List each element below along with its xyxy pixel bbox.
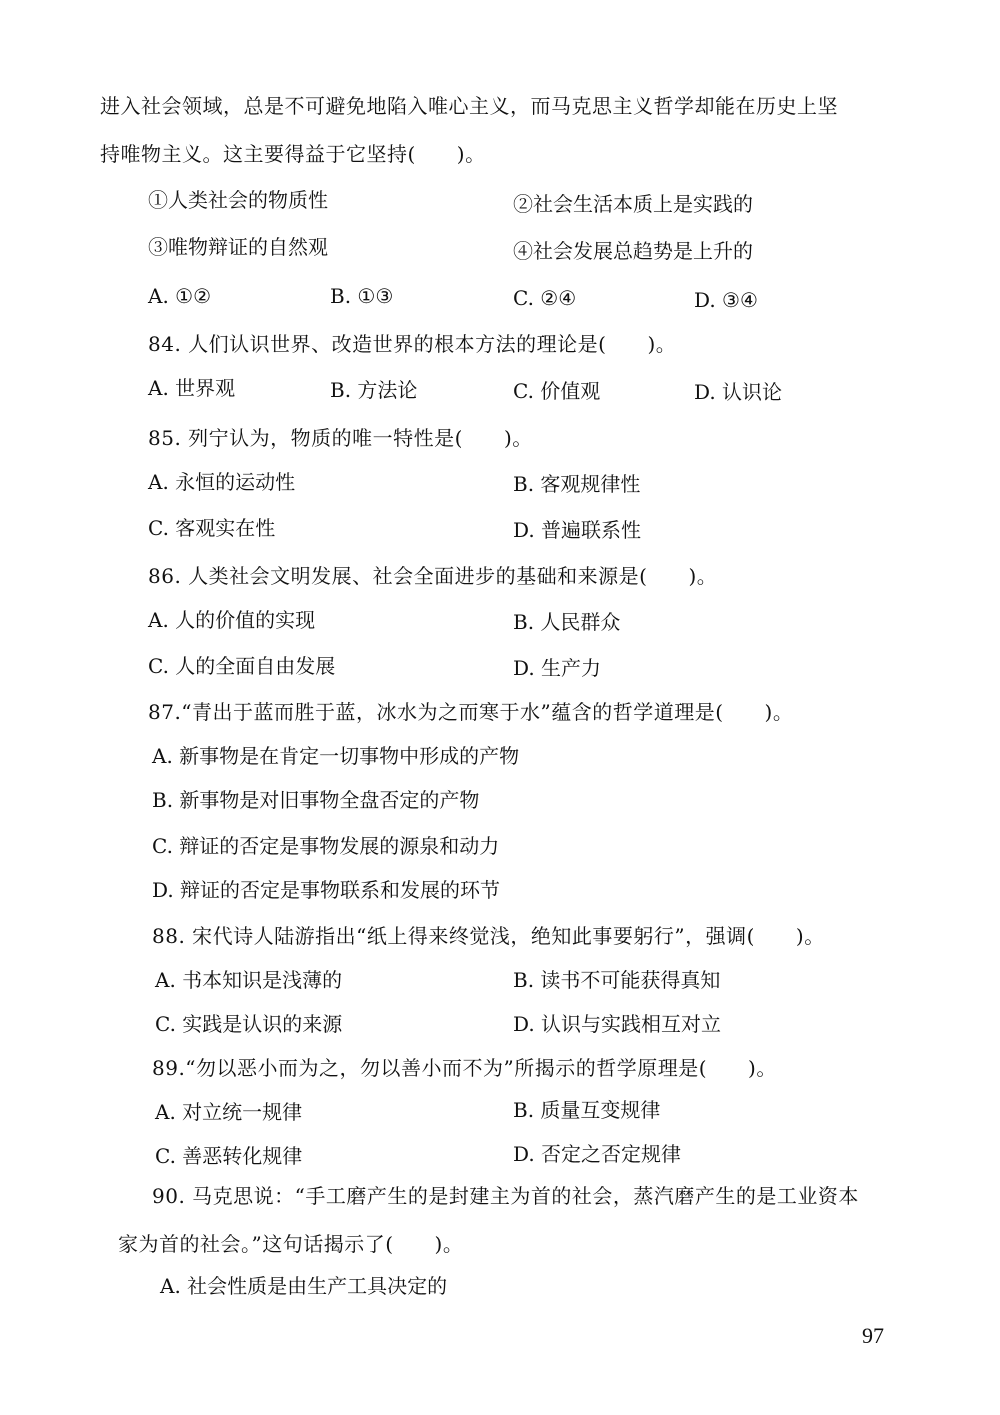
q84-option-a: A. 世界观 <box>148 376 236 400</box>
intro-option-d: D. ③④ <box>694 288 758 312</box>
intro-line-1: 进入社会领域，总是不可避免地陷入唯心主义，而马克思主义哲学却能在历史上坚 <box>100 94 838 118</box>
q90-option-a: A. 社会性质是由生产工具决定的 <box>160 1274 448 1298</box>
q88-option-a: A. 书本知识是浅薄的 <box>155 968 343 992</box>
q85-option-c: C. 客观实在性 <box>148 516 276 540</box>
intro-line-2: 持唯物主义。这主要得益于它坚持( )。 <box>100 142 486 166</box>
intro-option-c: C. ②④ <box>513 286 577 310</box>
q88-option-d: D. 认识与实践相互对立 <box>513 1012 722 1036</box>
q88-option-b: B. 读书不可能获得真知 <box>513 968 721 992</box>
page-number: 97 <box>862 1323 884 1348</box>
q88-option-c: C. 实践是认识的来源 <box>155 1012 343 1036</box>
q84-option-d: D. 认识论 <box>694 380 783 404</box>
q87-option-c: C. 辩证的否定是事物发展的源泉和动力 <box>152 834 500 858</box>
q88-stem: 88. 宋代诗人陆游指出“纸上得来终觉浅，绝知此事要躬行”，强调( )。 <box>152 924 825 948</box>
intro-option-b: B. ①③ <box>330 284 394 308</box>
q87-option-d: D. 辩证的否定是事物联系和发展的环节 <box>152 878 501 902</box>
q89-option-c: C. 善恶转化规律 <box>155 1144 303 1168</box>
q87-stem: 87.“青出于蓝而胜于蓝，冰水为之而寒于水”蕴含的哲学道理是( )。 <box>148 700 794 724</box>
q90-stem-line-1: 90. 马克思说：“手工磨产生的是封建主为首的社会，蒸汽磨产生的是工业资本 <box>152 1184 859 1208</box>
q86-option-a: A. 人的价值的实现 <box>148 608 316 632</box>
q86-stem: 86. 人类社会文明发展、社会全面进步的基础和来源是( )。 <box>148 564 718 588</box>
q84-stem: 84. 人们认识世界、改造世界的根本方法的理论是( )。 <box>148 332 677 356</box>
q86-option-b: B. 人民群众 <box>513 610 621 634</box>
q87-option-b: B. 新事物是对旧事物全盘否定的产物 <box>152 788 480 812</box>
q89-stem: 89.“勿以恶小而为之，勿以善小而不为”所揭示的哲学原理是( )。 <box>152 1056 777 1080</box>
q84-option-b: B. 方法论 <box>330 378 418 402</box>
intro-option-a: A. ①② <box>148 284 212 308</box>
q89-option-a: A. 对立统一规律 <box>155 1100 303 1124</box>
q89-option-b: B. 质量互变规律 <box>513 1098 661 1122</box>
q86-option-d: D. 生产力 <box>513 656 602 680</box>
q85-option-b: B. 客观规律性 <box>513 472 641 496</box>
intro-item-2: ②社会生活本质上是实践的 <box>513 192 753 216</box>
intro-item-3: ③唯物辩证的自然观 <box>148 235 328 259</box>
q87-option-a: A. 新事物是在肯定一切事物中形成的产物 <box>152 744 520 768</box>
q84-option-c: C. 价值观 <box>513 379 601 403</box>
q85-option-a: A. 永恒的运动性 <box>148 470 296 494</box>
intro-item-1: ①人类社会的物质性 <box>148 188 328 212</box>
q85-stem: 85. 列宁认为，物质的唯一特性是( )。 <box>148 426 533 450</box>
q86-option-c: C. 人的全面自由发展 <box>148 654 336 678</box>
q89-option-d: D. 否定之否定规律 <box>513 1142 682 1166</box>
intro-item-4: ④社会发展总趋势是上升的 <box>513 239 753 263</box>
q85-option-d: D. 普遍联系性 <box>513 518 642 542</box>
q90-stem-line-2: 家为首的社会。”这句话揭示了( )。 <box>118 1232 464 1256</box>
